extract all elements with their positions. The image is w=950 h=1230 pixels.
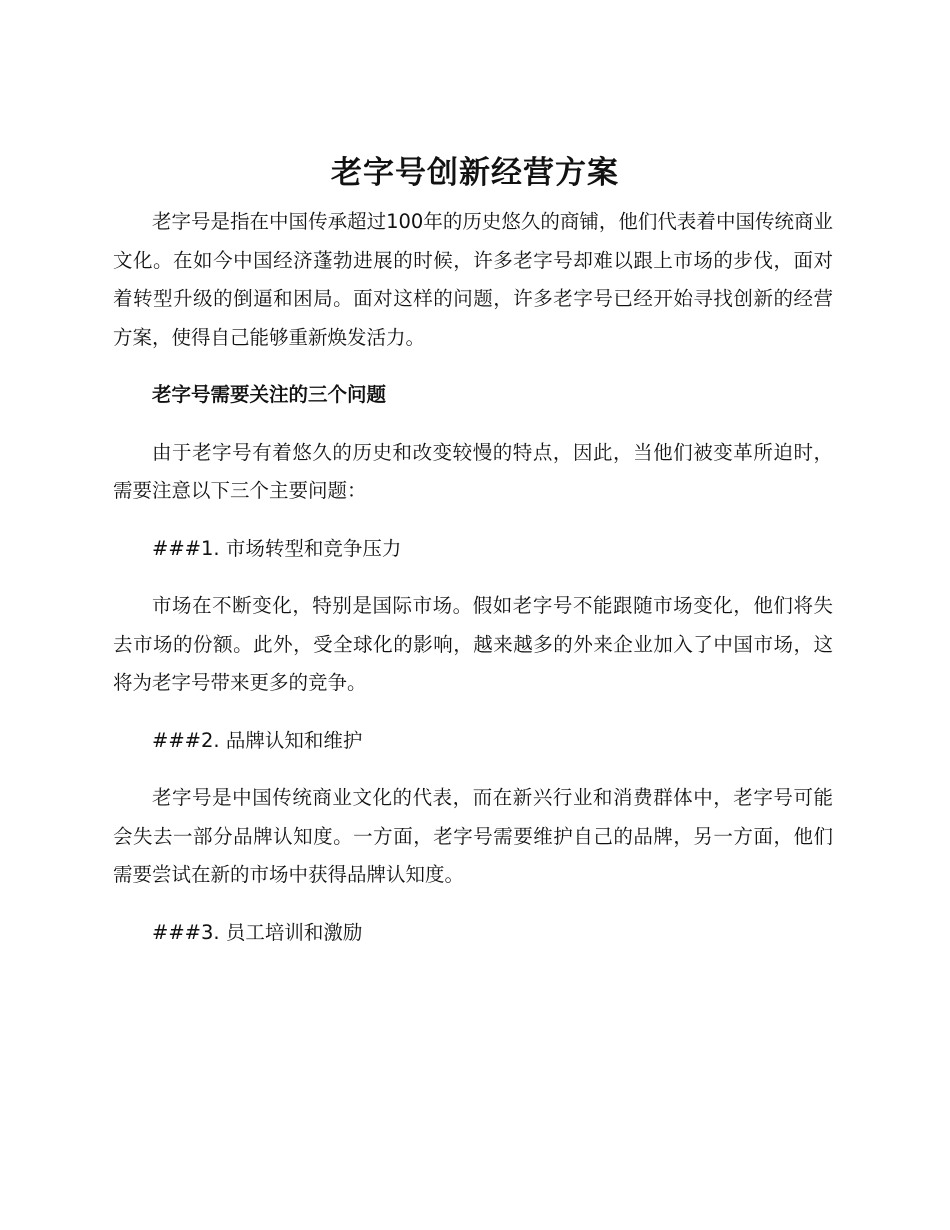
- subheading-staff: ###3. 员工培训和激励: [152, 920, 363, 944]
- document-title: 老字号创新经营方案: [331, 155, 619, 191]
- body-paragraph: 由于老字号有着悠久的历史和改变较慢的特点，因此，当他们被变革所迫时，需要注意以下三个主要问题：: [113, 440, 833, 502]
- body-paragraph: 市场在不断变化，特别是国际市场。假如老字号不能跟随市场变化，他们将失去市场的份额。此外，受全球化的影响，越来越多的外来企业加入了中国市场，这将为老字号带来更多的竞争。: [113, 594, 833, 694]
- document-body: [113, 203, 833, 952]
- subheading-brand: ###2. 品牌认知和维护: [152, 728, 363, 752]
- intro-paragraph: 老字号是指在中国传承超过100年的历史悠久的商铺，他们代表着中国传统商业文化。在如今中国经济蓬勃进展的时候，许多老字号却难以跟上市场的步伐，面对着转型升级的倒逼和困局。面对这样的问题，许多老字号已经开始寻找创新的经营方案，使得自己能够重新焕发活力。: [113, 210, 833, 349]
- body-paragraph: 老字号是中国传统商业文化的代表，而在新兴行业和消费群体中，老字号可能会失去一部分品牌认知度。一方面，老字号需要维护自己的品牌，另一方面，他们需要尝试在新的市场中获得品牌认知度。: [113, 786, 833, 886]
- section-heading: 老字号需要关注的三个问题: [152, 383, 387, 406]
- subheading-market: ###1. 市场转型和竞争压力: [152, 536, 402, 560]
